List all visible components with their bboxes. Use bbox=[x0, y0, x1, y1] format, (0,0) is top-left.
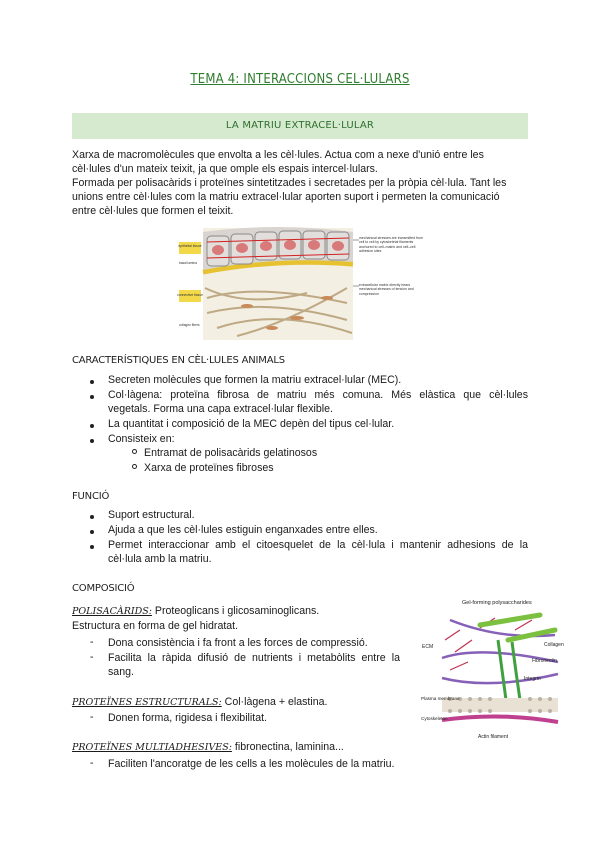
list-item: Permet interaccionar amb el citoesquelet de la cèl·lula i mantenir adhesions de la bbox=[108, 539, 528, 551]
intro-line: unions entre cèl·lules com la matriu extracel·lular aporten suport i permeten la comunicació bbox=[72, 191, 500, 203]
label-ecm: ECM bbox=[422, 644, 434, 650]
bullet bbox=[90, 515, 94, 519]
label-connective: connective tissue bbox=[176, 293, 204, 297]
dash-marker: - bbox=[90, 651, 94, 663]
list-item: Suport estructural. bbox=[108, 509, 195, 521]
list-item: Secreten molècules que formen la matriu extracel·lular (MEC). bbox=[108, 374, 402, 386]
list-item: La quantitat i composició de la MEC depèn del tipus cel·lular. bbox=[108, 418, 395, 430]
tissue-diagram bbox=[177, 228, 423, 340]
bullet bbox=[90, 439, 94, 443]
bullet bbox=[90, 424, 94, 428]
list-item: vegetals. Forma una capa extracel·lular flexible. bbox=[108, 403, 333, 415]
list-item: Faciliten l'ancoratge de les cells a les molècules de la matriu. bbox=[108, 758, 395, 770]
structural-text: Col·làgena + elastina. bbox=[221, 696, 328, 708]
label-integrin: Integrin bbox=[524, 676, 541, 682]
intro-paragraph bbox=[72, 148, 528, 218]
structure-line: Estructura en forma de gel hidratat. bbox=[72, 620, 239, 632]
polisacarids-text: Proteoglicans i glicosaminoglicans. bbox=[151, 605, 320, 617]
characteristics-heading: CARACTERÍSTIQUES EN CÈL·LULES ANIMALS bbox=[72, 355, 285, 366]
intro-line: Formada per polisacàrids i proteïnes sintetitzades i secretades per la pròpia cèl·lula. Tant les bbox=[72, 177, 507, 189]
list-item: Col·làgena: proteïna fibrosa de matriu més comuna. Més elàstica que cèl·lules bbox=[108, 389, 528, 401]
label-extracellular-matrix: extracellular matrix directly bears mechanical stresses of tension and compression bbox=[359, 283, 414, 296]
multiadhesive-proteins-line bbox=[72, 740, 472, 756]
label-fibronectin: Fibronectin bbox=[532, 658, 557, 664]
intro-line: cèl·lules d'un mateix teixit, ja que omple els espais intercel·lulars. bbox=[72, 163, 378, 175]
label-basal-lamina: basal lamina bbox=[179, 261, 197, 265]
list-item: Facilita la ràpida difusió de nutrients i metabòlits entre la bbox=[108, 652, 400, 664]
label-cytoskeleton: Cytoskeleton bbox=[421, 716, 448, 721]
list-item: sang. bbox=[108, 666, 134, 678]
dash-marker: - bbox=[90, 757, 94, 769]
label-gel-forming: Gel-forming polysaccharides bbox=[462, 600, 532, 606]
list-item: Dona consistència i fa front a les forces de compressió. bbox=[108, 637, 368, 649]
list-item: Donen forma, rigidesa i flexibilitat. bbox=[108, 712, 267, 724]
dash-marker: - bbox=[90, 711, 94, 723]
intro-line: Xarxa de macromolècules que envolta a les cèl·lules. Actua com a nexe d'unió entre les bbox=[72, 149, 484, 161]
polisacarids-line bbox=[72, 604, 412, 620]
bullet bbox=[90, 545, 94, 549]
list-item: Consisteix en: bbox=[108, 433, 175, 445]
bullet bbox=[90, 530, 94, 534]
polisacarids-label: POLISACÀRIDS: bbox=[72, 606, 152, 617]
label-plasma-membrane: Plasma membrane bbox=[421, 696, 460, 701]
section-banner-label: LA MATRIU EXTRACEL·LULAR bbox=[225, 120, 375, 131]
function-heading: FUNCIÓ bbox=[72, 491, 110, 502]
multiadhesive-text: fibronectina, laminina... bbox=[231, 741, 344, 753]
multiadhesive-label: PROTEÏNES MULTIADHESIVES: bbox=[72, 742, 232, 753]
list-item: cèl·lula amb la matriu. bbox=[108, 553, 212, 565]
section-banner bbox=[72, 113, 528, 139]
label-epithelial: epithelial tissue bbox=[178, 244, 202, 248]
label-mechanical-stresses: mechanical stresses are transmitted from cell to cell by cytoskeletal filaments anchored to cell–matrix and cell–cell adhesion sites bbox=[359, 236, 423, 254]
sub-bullet bbox=[132, 449, 137, 454]
composition-heading: COMPOSICIÓ bbox=[72, 583, 135, 594]
ecm-diagram bbox=[420, 600, 564, 745]
bullet bbox=[90, 395, 94, 399]
structural-label: PROTEÏNES ESTRUCTURALS: bbox=[72, 697, 222, 708]
page-title: TEMA 4: INTERACCIONS CEL·LULARS bbox=[190, 72, 410, 87]
intro-line: entre cèl·lules que formen el teixit. bbox=[72, 205, 234, 217]
label-collagen-fibers: collagen fibers bbox=[179, 323, 200, 327]
list-item: Ajuda a que les cèl·lules estiguin enganxades entre elles. bbox=[108, 524, 378, 536]
sub-bullet bbox=[132, 464, 137, 469]
label-collagen: Collagen bbox=[544, 642, 564, 648]
dash-marker: - bbox=[90, 636, 94, 648]
label-actin-filament: Actin filament bbox=[478, 734, 509, 740]
structural-proteins-line bbox=[72, 695, 412, 711]
sub-list-item: Xarxa de proteïnes fibroses bbox=[144, 462, 274, 474]
bullet bbox=[90, 380, 94, 384]
sub-list-item: Entramat de polisacàrids gelatinosos bbox=[144, 447, 318, 459]
